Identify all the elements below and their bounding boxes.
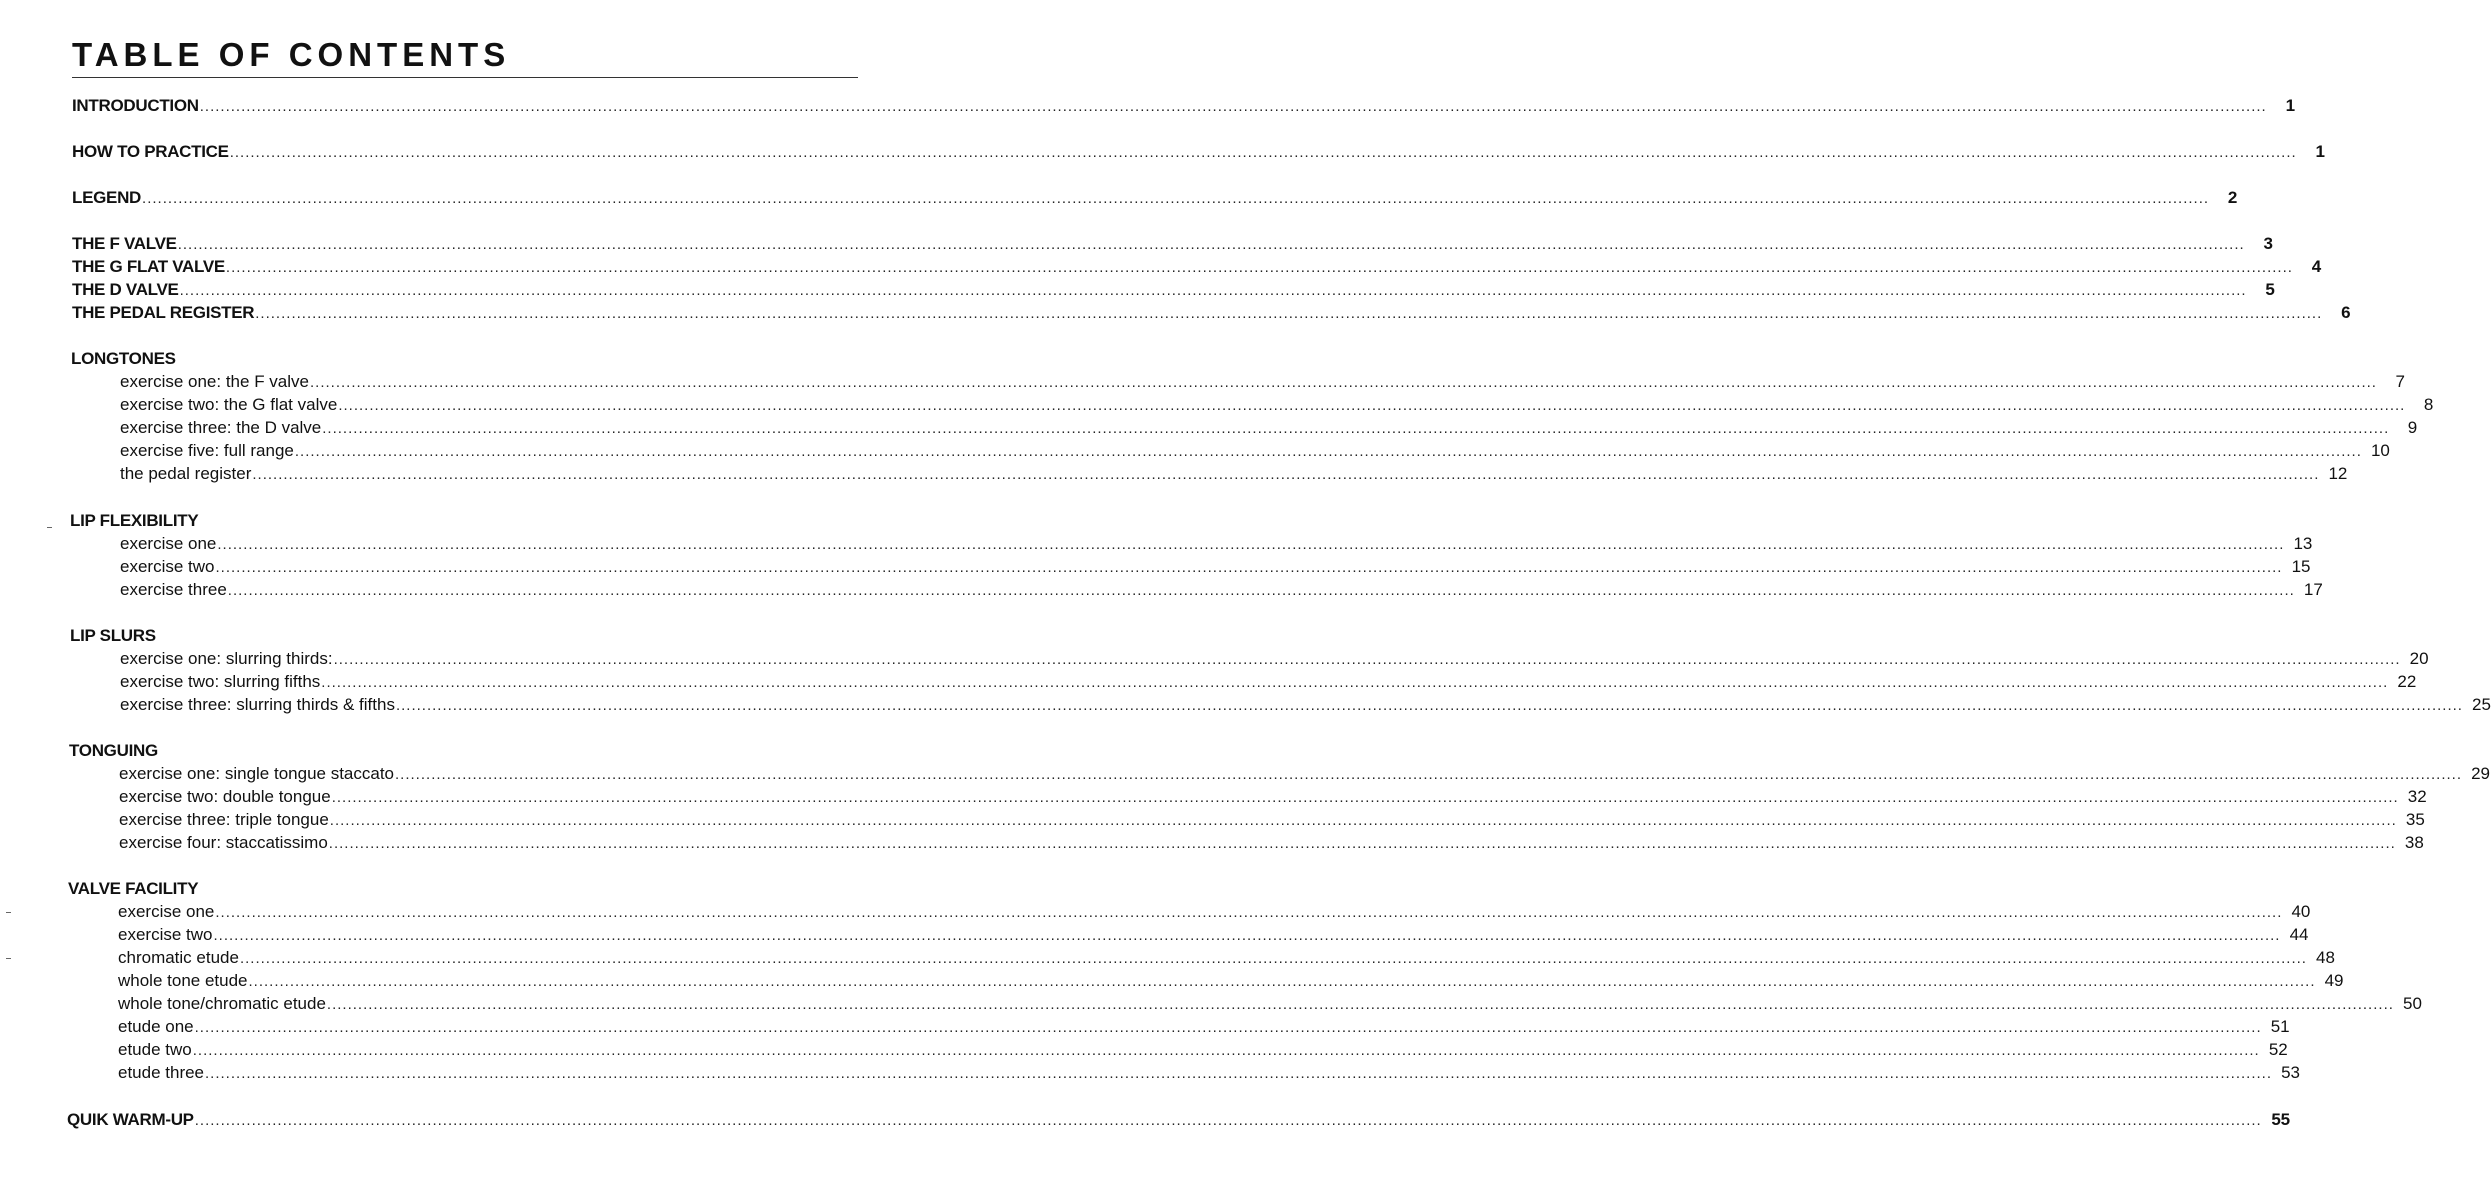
dot-leader: ................................................................................................................................................................................................................................................................................................................................................................................................................ xyxy=(142,190,2210,207)
toc-entry-section-0-item-4[interactable] xyxy=(120,462,2348,485)
toc-entry-page-number: 12 xyxy=(2328,464,2348,483)
scan-speck xyxy=(47,527,52,528)
toc-entry-label: exercise three: the D valve xyxy=(120,418,322,437)
toc-entry-label: QUIK WARM-UP xyxy=(67,1110,194,1129)
dot-leader: ................................................................................................................................................................................................................................................................................................................................................................................................................ xyxy=(321,674,2389,691)
toc-entry-label: etude one xyxy=(118,1017,194,1036)
toc-entry-section-0-item-0[interactable] xyxy=(120,370,2405,393)
toc-entry-section-4-item-6[interactable] xyxy=(118,1038,2288,1061)
toc-entry-label: exercise two xyxy=(120,557,215,576)
toc-entry-label: THE D VALVE xyxy=(72,280,179,299)
toc-entry-label: whole tone/chromatic etude xyxy=(118,994,326,1013)
toc-entry-section-0-item-3[interactable] xyxy=(120,439,2390,462)
toc-entry-section-4-item-0[interactable] xyxy=(118,900,2311,923)
dot-leader: ................................................................................................................................................................................................................................................................................................................................................................................................................ xyxy=(215,559,2283,576)
toc-entry-label: exercise one xyxy=(120,534,217,553)
dot-leader: ................................................................................................................................................................................................................................................................................................................................................................................................................ xyxy=(322,420,2390,437)
toc-entry-label: exercise four: staccatissimo xyxy=(119,833,328,852)
toc-entry-page-number: 51 xyxy=(2270,1017,2290,1036)
toc-entry-label: exercise three: triple tongue xyxy=(119,810,329,829)
toc-entry-page-number: 1 xyxy=(2315,142,2325,161)
dot-leader: ................................................................................................................................................................................................................................................................................................................................................................................................................ xyxy=(217,536,2285,553)
toc-entry-section-4-item-4[interactable] xyxy=(118,992,2422,1015)
dot-leader: ................................................................................................................................................................................................................................................................................................................................................................................................................ xyxy=(255,305,2323,322)
toc-entry-section-4-item-3[interactable] xyxy=(118,969,2344,992)
dot-leader: ................................................................................................................................................................................................................................................................................................................................................................................................................ xyxy=(294,443,2362,460)
dot-leader: ................................................................................................................................................................................................................................................................................................................................................................................................................ xyxy=(225,259,2293,276)
dot-leader: ................................................................................................................................................................................................................................................................................................................................................................................................................ xyxy=(329,812,2397,829)
toc-entry-section-2-item-0[interactable] xyxy=(120,647,2429,670)
toc-entry-label: exercise one: the F valve xyxy=(120,372,309,391)
toc-entry-label: etude three xyxy=(118,1063,205,1082)
toc-entry-section-4-item-7[interactable] xyxy=(118,1061,2301,1084)
toc-entry-page-number: 38 xyxy=(2404,833,2424,852)
toc-entry-page-number: 15 xyxy=(2291,557,2311,576)
toc-entry-label: exercise one xyxy=(118,902,215,921)
toc-entry-label: THE G FLAT VALVE xyxy=(72,257,225,276)
dot-leader: ................................................................................................................................................................................................................................................................................................................................................................................................................ xyxy=(199,98,2267,115)
scan-speck xyxy=(6,912,11,913)
toc-entry-section-2-item-1[interactable] xyxy=(120,670,2417,693)
section-heading: VALVE FACILITY xyxy=(68,879,199,898)
toc-entry-page-number: 55 xyxy=(2271,1110,2290,1129)
toc-entry-page-number: 52 xyxy=(2268,1040,2288,1059)
toc-entry-label: chromatic etude xyxy=(118,948,239,967)
toc-entry-label: HOW TO PRACTICE xyxy=(72,142,229,161)
section-heading: LIP FLEXIBILITY xyxy=(70,511,199,530)
toc-entry-main-4[interactable] xyxy=(72,255,2321,278)
dot-leader: ................................................................................................................................................................................................................................................................................................................................................................................................................ xyxy=(194,1019,2262,1036)
dot-leader: ................................................................................................................................................................................................................................................................................................................................................................................................................ xyxy=(328,835,2396,852)
toc-entry-section-3-item-2[interactable] xyxy=(119,808,2425,831)
toc-entry-final[interactable] xyxy=(67,1108,2290,1131)
toc-entry-label: exercise two: slurring fifths xyxy=(120,672,321,691)
toc-entry-page-number: 9 xyxy=(2407,418,2418,437)
toc-entry-section-4-item-1[interactable] xyxy=(118,923,2309,946)
toc-entry-page-number: 49 xyxy=(2324,971,2344,990)
toc-entry-label: THE PEDAL REGISTER xyxy=(72,303,255,322)
dot-leader: ................................................................................................................................................................................................................................................................................................................................................................................................................ xyxy=(239,950,2307,967)
toc-entry-main-0[interactable] xyxy=(72,94,2295,117)
toc-entry-page-number: 2 xyxy=(2227,188,2238,207)
toc-entry-page-number: 35 xyxy=(2405,810,2425,829)
toc-entry-label: etude two xyxy=(118,1040,192,1059)
toc-entry-section-2-item-2[interactable] xyxy=(120,693,2491,716)
toc-entry-page-number: 53 xyxy=(2281,1063,2301,1082)
toc-entry-section-0-item-2[interactable] xyxy=(120,416,2418,439)
dot-leader: ................................................................................................................................................................................................................................................................................................................................................................................................................ xyxy=(326,996,2394,1013)
toc-entry-section-1-item-1[interactable] xyxy=(120,555,2311,578)
dot-leader: ................................................................................................................................................................................................................................................................................................................................................................................................................ xyxy=(395,697,2463,714)
toc-entry-section-3-item-3[interactable] xyxy=(119,831,2424,854)
toc-entry-page-number: 8 xyxy=(2423,395,2434,414)
dot-leader: ................................................................................................................................................................................................................................................................................................................................................................................................................ xyxy=(177,236,2245,253)
toc-entry-page-number: 48 xyxy=(2316,948,2335,967)
dot-leader: ................................................................................................................................................................................................................................................................................................................................................................................................................ xyxy=(215,904,2283,921)
toc-entry-page-number: 10 xyxy=(2370,441,2390,460)
toc-entry-page-number: 4 xyxy=(2311,257,2321,276)
toc-entry-label: exercise five: full range xyxy=(120,441,294,460)
dot-leader: ................................................................................................................................................................................................................................................................................................................................................................................................................ xyxy=(229,144,2297,161)
toc-entry-section-0-item-1[interactable] xyxy=(120,393,2434,416)
toc-entry-main-2[interactable] xyxy=(72,186,2238,209)
toc-entry-main-1[interactable] xyxy=(72,140,2325,163)
toc-entry-label: whole tone etude xyxy=(118,971,248,990)
toc-entry-page-number: 6 xyxy=(2341,303,2351,322)
section-heading: TONGUING xyxy=(69,741,158,760)
dot-leader: ................................................................................................................................................................................................................................................................................................................................................................................................................ xyxy=(395,766,2463,783)
toc-entry-label: exercise three xyxy=(120,580,227,599)
toc-entry-section-4-item-2[interactable] xyxy=(118,946,2335,969)
toc-entry-page-number: 32 xyxy=(2407,787,2427,806)
dot-leader: ................................................................................................................................................................................................................................................................................................................................................................................................................ xyxy=(192,1042,2260,1059)
dot-leader: ................................................................................................................................................................................................................................................................................................................................................................................................................ xyxy=(205,1065,2273,1082)
dot-leader: ................................................................................................................................................................................................................................................................................................................................................................................................................ xyxy=(333,651,2401,668)
dot-leader: ................................................................................................................................................................................................................................................................................................................................................................................................................ xyxy=(213,927,2281,944)
toc-entry-page-number: 29 xyxy=(2471,764,2491,783)
toc-entry-section-3-item-0[interactable] xyxy=(119,762,2491,785)
toc-entry-label: exercise two: double tongue xyxy=(119,787,331,806)
toc-entry-label: the pedal register xyxy=(120,464,252,483)
dot-leader: ................................................................................................................................................................................................................................................................................................................................................................................................................ xyxy=(248,973,2316,990)
dot-leader: ................................................................................................................................................................................................................................................................................................................................................................................................................ xyxy=(227,582,2295,599)
toc-entry-page-number: 17 xyxy=(2303,580,2323,599)
toc-entry-page-number: 50 xyxy=(2402,994,2422,1013)
dot-leader: ................................................................................................................................................................................................................................................................................................................................................................................................................ xyxy=(331,789,2399,806)
toc-entry-page-number: 5 xyxy=(2265,280,2275,299)
toc-entry-page-number: 44 xyxy=(2289,925,2309,944)
toc-entry-section-1-item-2[interactable] xyxy=(120,578,2323,601)
scan-speck xyxy=(6,958,11,959)
toc-entry-label: exercise two xyxy=(118,925,213,944)
toc-entry-page-number: 3 xyxy=(2263,234,2273,253)
toc-entry-page-number: 7 xyxy=(2395,372,2405,391)
page-title: TABLE OF CONTENTS xyxy=(72,36,511,73)
toc-entry-page-number: 22 xyxy=(2397,672,2417,691)
toc-entry-label: exercise two: the G flat valve xyxy=(120,395,338,414)
dot-leader: ................................................................................................................................................................................................................................................................................................................................................................................................................ xyxy=(338,397,2406,414)
toc-entry-page-number: 25 xyxy=(2472,695,2491,714)
section-heading: LIP SLURS xyxy=(70,626,156,645)
toc-entry-main-5[interactable] xyxy=(72,278,2275,301)
toc-entry-label: exercise one: slurring thirds: xyxy=(120,649,333,668)
dot-leader: ................................................................................................................................................................................................................................................................................................................................................................................................................ xyxy=(309,374,2377,391)
toc-entry-section-4-item-5[interactable] xyxy=(118,1015,2290,1038)
toc-entry-main-3[interactable] xyxy=(72,232,2273,255)
toc-entry-label: exercise one: single tongue staccato xyxy=(119,764,395,783)
toc-entry-label: exercise three: slurring thirds & fifths xyxy=(120,695,395,714)
toc-entry-page-number: 13 xyxy=(2293,534,2313,553)
toc-entry-page-number: 40 xyxy=(2291,902,2311,921)
toc-entry-label: THE F VALVE xyxy=(72,234,177,253)
dot-leader: ................................................................................................................................................................................................................................................................................................................................................................................................................ xyxy=(252,466,2320,483)
toc-entry-section-3-item-1[interactable] xyxy=(119,785,2427,808)
toc-entry-main-6[interactable] xyxy=(72,301,2351,324)
dot-leader: ................................................................................................................................................................................................................................................................................................................................................................................................................ xyxy=(194,1112,2262,1129)
toc-entry-page-number: 20 xyxy=(2409,649,2429,668)
toc-entry-label: INTRODUCTION xyxy=(72,96,199,115)
toc-entry-label: LEGEND xyxy=(72,188,142,207)
toc-entry-section-1-item-0[interactable] xyxy=(120,532,2313,555)
dot-leader: ................................................................................................................................................................................................................................................................................................................................................................................................................ xyxy=(179,282,2247,299)
toc-entry-page-number: 1 xyxy=(2285,96,2295,115)
section-heading: LONGTONES xyxy=(71,349,176,368)
